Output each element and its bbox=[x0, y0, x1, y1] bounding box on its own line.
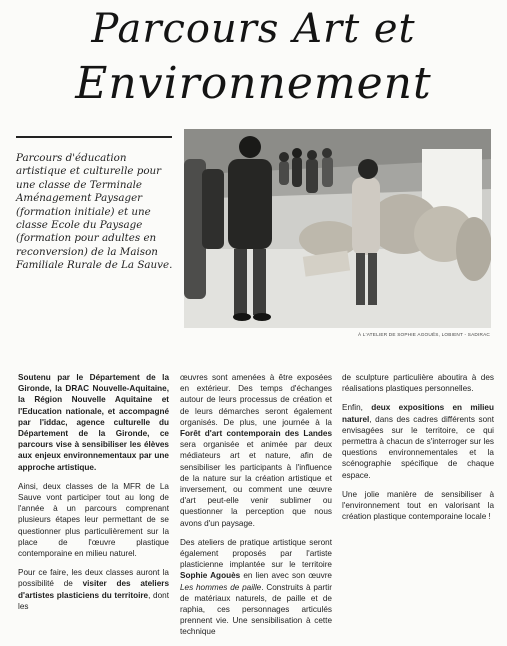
col3-paragraph-1: de sculpture particulière aboutira à des réalisations plastiques personnelles. bbox=[342, 373, 494, 394]
article-column-3 bbox=[342, 372, 494, 530]
col1-paragraph-3-b: visiter des ateliers d'artistes plasticiens du territoire bbox=[18, 579, 169, 600]
col1-paragraph-1: Soutenu par le Département de la Gironde, la DRAC Nouvelle-Aquitaine, la Région Nouvelle Aquitaine et l'Education nationale, et accompagné par l'iddac, agence culturelle du Département de la Gironde, ce parcours vise à sensibiliser les élèves aux enjeux environnementaux par une approche artistique. bbox=[18, 373, 169, 472]
col2-paragraph-1-c: sera organisée et animée par deux médiateurs art et nature, afin de sensibiliser les participants à l'influence de la nature sur la création artistique et inversement, ou comment une œuvre d'art peut-elle venir sublimer ou questionner la perception que nous avons d'un paysage. bbox=[180, 440, 332, 528]
workshop-photo bbox=[184, 129, 491, 328]
col2-paragraph-2-e: . Construits à partir de matériaux naturels, de paille et de raphia, ces personnages articulés prennent vie. Une sensibilisation à cette technique bbox=[180, 582, 332, 637]
page-title-line-2: Environnement bbox=[75, 58, 432, 109]
col2-paragraph-1-a: œuvres sont amenées à être exposées en extérieur. Des temps d'échanges autour de leurs processus de création et de leurs démarches seront également organisés. De plus, une journée à la bbox=[180, 373, 332, 427]
intro-rule bbox=[16, 136, 172, 138]
col3-paragraph-2-c: , dans des cadres différents sont envisagées sur le territoire, ce qui permettra à chacun de s'interroger sur les questions environnementales et la scénographie spécifique de chaque espace. bbox=[342, 414, 494, 480]
page-title-line-1: Parcours Art et bbox=[91, 6, 416, 52]
col3-paragraph-3: Une jolie manière de sensibiliser à l'environnement tout en valorisant la création plastique contemporaine locale ! bbox=[342, 489, 494, 522]
col2-paragraph-1-b: Forêt d'art contemporain des Landes bbox=[180, 429, 332, 439]
col3-paragraph-2-a: Enfin, bbox=[342, 403, 372, 413]
col1-paragraph-3-a: Pour ce faire, les deux classes auront la possibilité de bbox=[18, 568, 169, 589]
col1-paragraph-2: Ainsi, deux classes de la MFR de La Sauve vont participer tout au long de l'année à un parcours comprenant plusieurs étapes leur permettant de se questionner plus particulièrement sur la place de l'œuvre plastique contemporaine en milieu naturel. bbox=[18, 481, 169, 559]
col2-paragraph-2-c: en lien avec son œuvre bbox=[240, 571, 332, 581]
col1-paragraph-3-c: , dont les bbox=[18, 590, 169, 611]
col2-paragraph-2-d: Les hommes de paille bbox=[180, 582, 262, 592]
col2-paragraph-2-b: Sophie Agouès bbox=[180, 571, 241, 581]
article-column-1 bbox=[18, 372, 169, 620]
photo-caption: À L'ATELIER DE SOPHIE AGOUËS, LOBIENT - SADIRAC bbox=[357, 332, 490, 337]
col2-paragraph-2-a: Des ateliers de pratique artistique seront également proposés par l'artiste plasticienne implantée sur le territoire bbox=[180, 537, 332, 570]
article-column-2 bbox=[180, 372, 332, 646]
col3-paragraph-2-b: deux expositions en milieu naturel bbox=[342, 403, 494, 424]
intro-text: Parcours d'éducation artistique et culturelle pour une classe de Terminale Aménagement Paysager (formation initiale) et une classe Ecole du Paysage (formation pour adultes en reconversion) de la Maison Familiale Rurale de La Sauve. bbox=[16, 152, 173, 272]
